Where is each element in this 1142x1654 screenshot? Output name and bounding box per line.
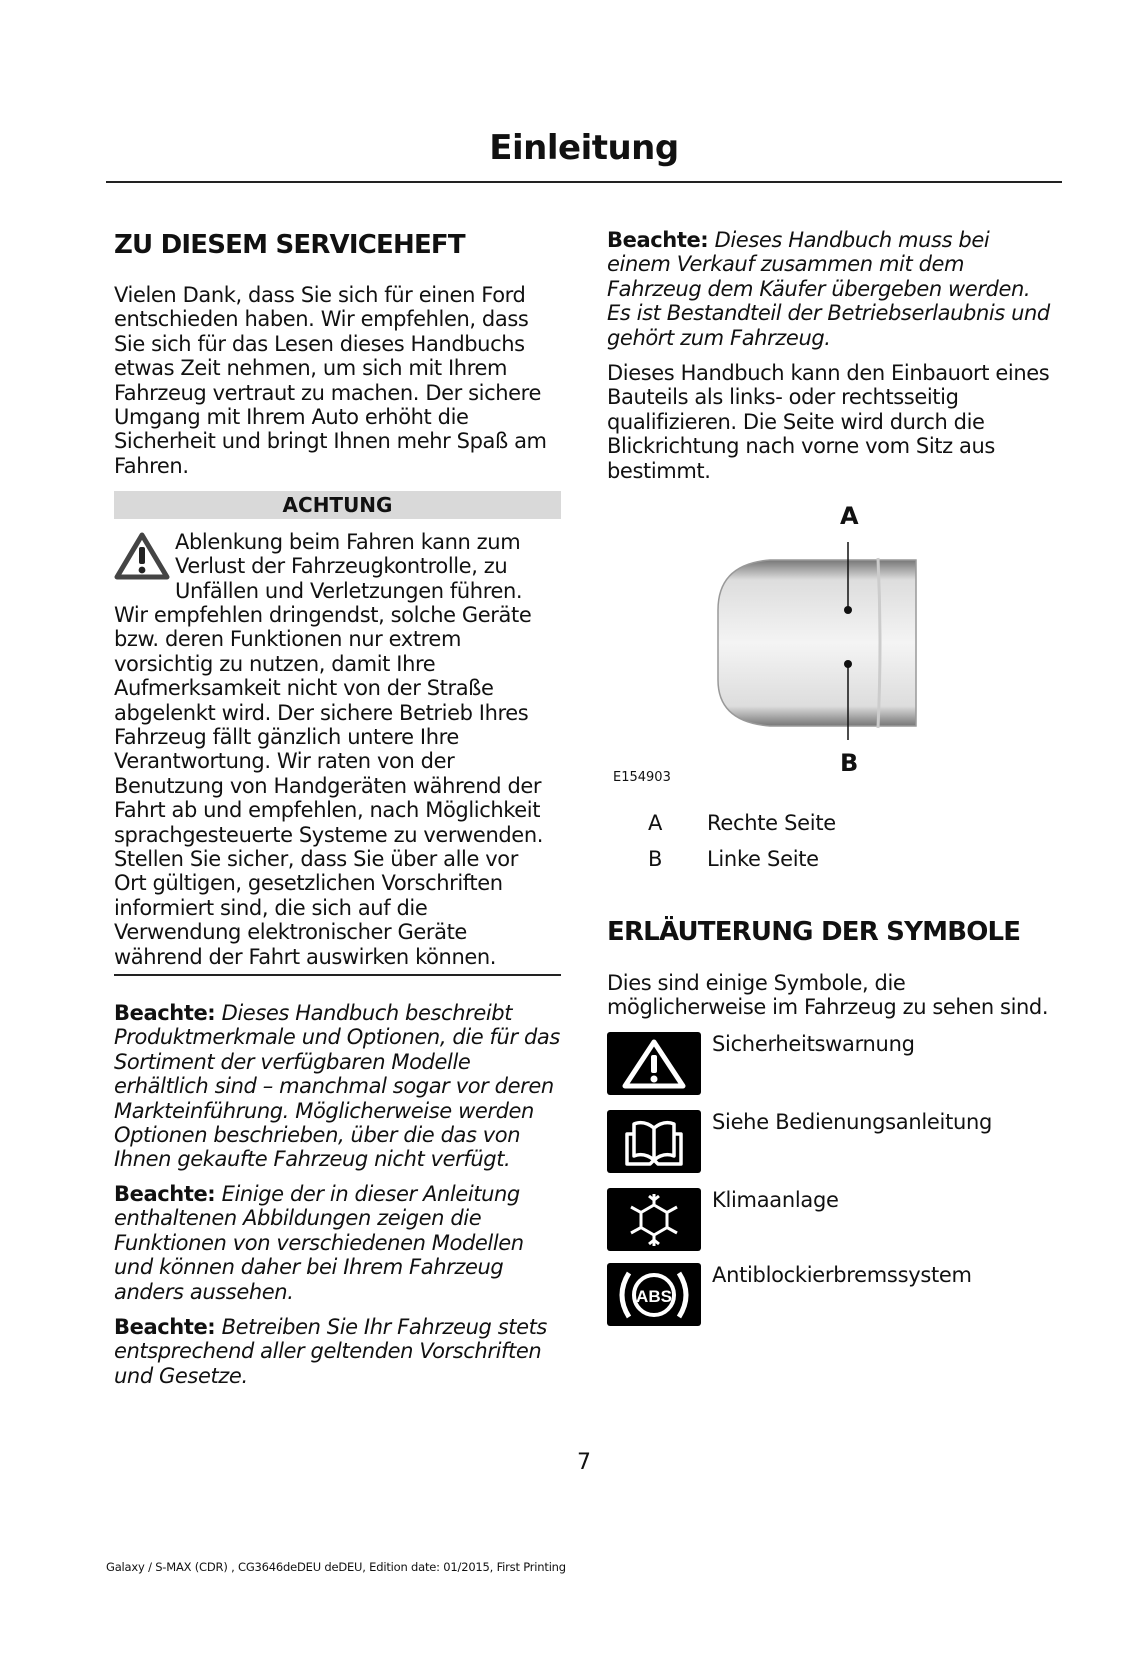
car-orientation-figure: [600, 500, 920, 790]
manual-book-icon: [607, 1110, 701, 1173]
warning-triangle-icon: [607, 1032, 701, 1095]
legend-text-b: Linke Seite: [707, 847, 819, 871]
note-handbook: [607, 228, 1067, 350]
car-top-view-illustration: [600, 500, 920, 790]
warning-text-first: Ablenkung beim Fahren kann zum Verlust der Fahrzeugkontrolle, zu Unfällen und Verletzungen führen.: [175, 530, 523, 603]
legend-key-a: A: [648, 811, 663, 835]
section-heading-serviceheft: ZU DIESEM SERVICEHEFT: [114, 230, 465, 260]
figure-label-b: B: [840, 749, 859, 777]
note-text: Dieses Handbuch beschreibt Produktmerkmale und Optionen, die für das Sortiment der verfügbaren Modelle erhältlich sind – manchmal sogar vor deren Markteinführung. Möglicherweise werden Optionen beschrieben, über die das von Ihnen gekaufte Fahrzeug nicht verfügt.: [114, 1001, 560, 1172]
note-label: Beachte:: [114, 1182, 216, 1206]
section-heading-symbole: ERLÄUTERUNG DER SYMBOLE: [607, 917, 1021, 947]
snowflake-icon: [607, 1188, 701, 1251]
note-3: [114, 1315, 574, 1388]
note-text: Dieses Handbuch muss bei einem Verkauf zusammen mit dem Fahrzeug dem Käufer übergeben werden. Es ist Bestandteil der Betriebserlaubnis und gehört zum Fahrzeug.: [607, 228, 1050, 350]
warning-text: Wir empfehlen dringendst, solche Geräte bzw. deren Funktionen nur extrem vorsichtig zu nutzen, damit Ihre Aufmerksamkeit nicht von der Straße abgelenkt wird. Der sichere Betrieb Ihres Fahrzeug fällt gänzlich untere Ihre Verantwortung. Wir raten von der Benutzung von Handgeräten während der Fahrt ab und empfehlen, nach Möglichkeit sprachgesteuerte Systeme zu verwenden. Stellen Sie sicher, dass Sie über alle vor Ort gültigen, gesetzlichen Vorschriften informiert sind, die sich auf die Verwendung elektronischer Geräte während der Fahrt auswirken können.: [114, 603, 543, 969]
warning-label: ACHTUNG: [114, 491, 561, 519]
note-2: [114, 1182, 574, 1304]
page-number: 7: [577, 1450, 591, 1475]
footer-edition-info: Galaxy / S-MAX (CDR) , CG3646deDEU deDEU, Edition date: 01/2015, First Printing: [106, 1560, 566, 1574]
symbol-label: Klimaanlage: [712, 1188, 839, 1212]
page-title: Einleitung: [489, 128, 679, 168]
note-label: Beachte:: [114, 1001, 216, 1025]
figure-code: E154903: [613, 770, 671, 785]
abs-icon: [607, 1263, 701, 1326]
svg-text:ABS: ABS: [636, 1286, 672, 1306]
intro-paragraph: Vielen Dank, dass Sie sich für einen Ford entschieden haben. Wir empfehlen, dass Sie sich für das Lesen dieses Handbuchs etwas Zeit nehmen, um sich mit Ihrem Fahrzeug vertraut zu machen. Der sichere Umgang mit Ihrem Auto erhöht die Sicherheit und bringt Ihnen mehr Spaß am Fahren.: [114, 283, 547, 478]
figure-label-a: A: [840, 502, 859, 530]
symbol-label: Antiblockierbremssystem: [712, 1263, 972, 1287]
header-rule: [106, 181, 1062, 183]
note-label: Beachte:: [114, 1315, 216, 1339]
legend-key-b: B: [648, 847, 663, 871]
warning-end-rule: [114, 974, 561, 976]
symbol-label: Sicherheitswarnung: [712, 1032, 915, 1056]
symbols-intro: Dies sind einige Symbole, die möglicherweise im Fahrzeug zu sehen sind.: [607, 971, 1049, 1020]
note-text: Einige der in dieser Anleitung enthaltenen Abbildungen zeigen die Funktionen von verschiedenen Modellen und können daher bei Ihrem Fahrzeug anders aussehen.: [114, 1182, 524, 1304]
note-1: [114, 1001, 574, 1172]
note-text: Betreiben Sie Ihr Fahrzeug stets entsprechend aller geltenden Vorschriften und Gesetze.: [114, 1315, 547, 1388]
symbol-label: Siehe Bedienungsanleitung: [712, 1110, 993, 1134]
orientation-paragraph: Dieses Handbuch kann den Einbauort eines Bauteils als links- oder rechtsseitig qualifizieren. Die Seite wird durch die Blickrichtung nach vorne vom Sitz aus bestimmt.: [607, 361, 1050, 483]
note-label: Beachte:: [607, 228, 709, 252]
warning-triangle-icon: [114, 531, 170, 581]
legend-text-a: Rechte Seite: [707, 811, 836, 835]
